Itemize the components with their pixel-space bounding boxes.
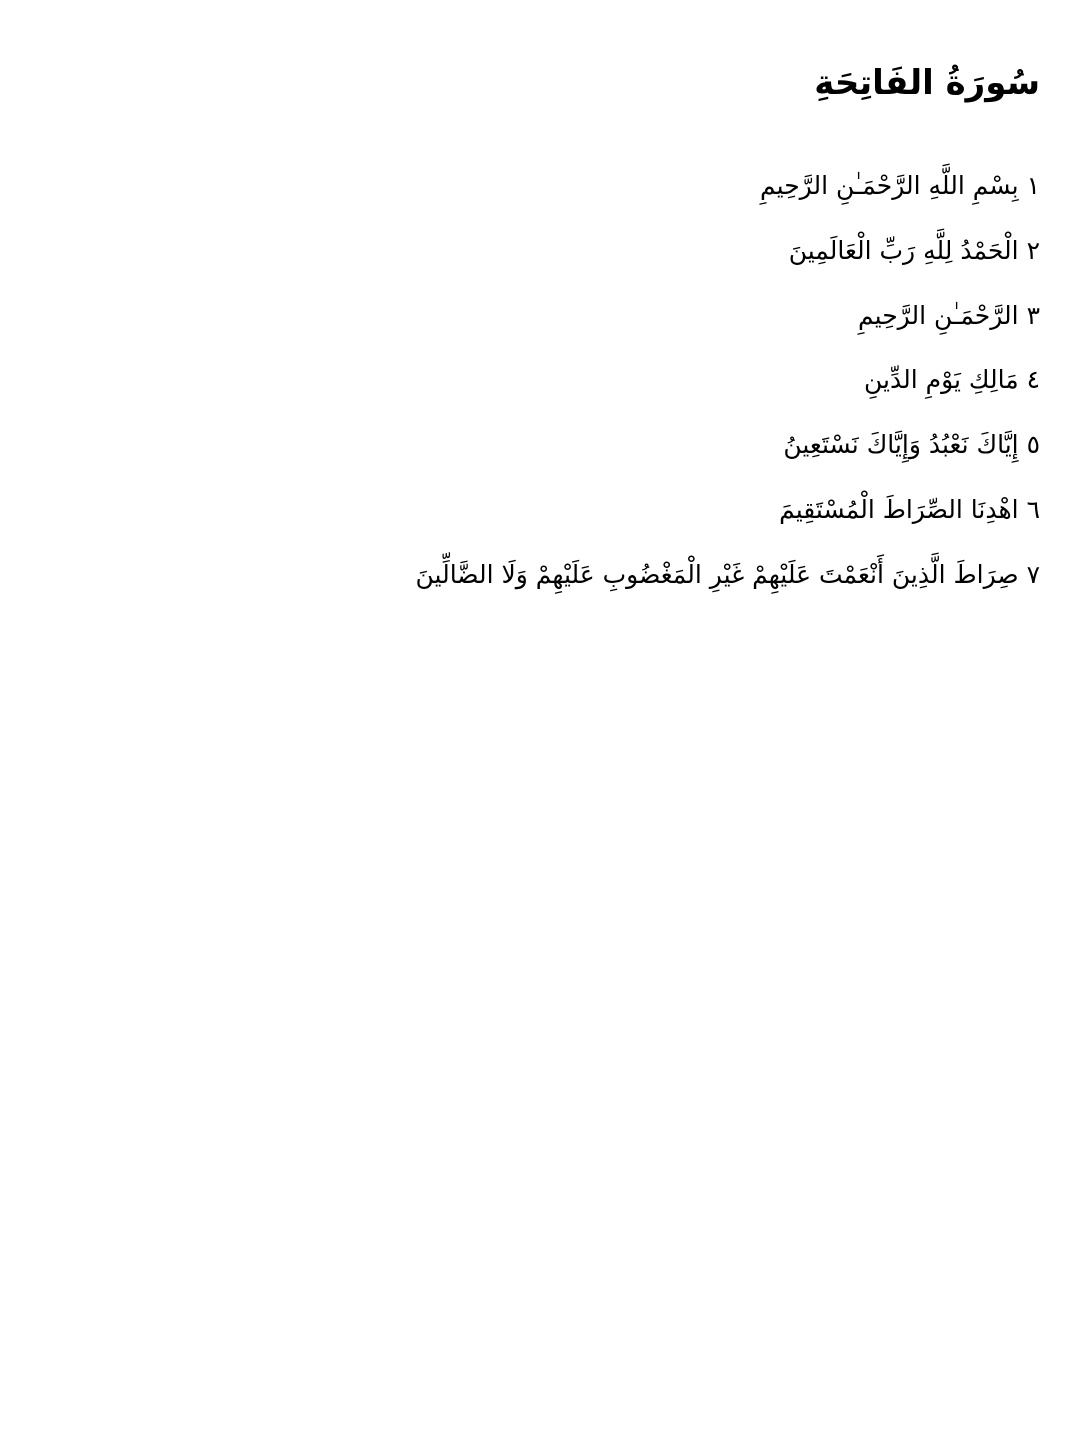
verse-list [30,169,1050,591]
verse-text: الْحَمْدُ لِلَّهِ رَبِّ الْعَالَمِينَ [788,235,1019,265]
verse-number: ١ [1026,171,1040,200]
verse-number: ٢ [1026,235,1040,265]
verse-text: بِسْمِ اللَّهِ الرَّحْمَـٰنِ الرَّحِيمِ [760,171,1019,200]
verse-text: اهْدِنَا الصِّرَاطَ الْمُسْتَقِيمَ [779,494,1019,524]
verse-number: ٦ [1026,494,1040,524]
page-title: سُورَةُ الفَاتِحَةِ [814,63,1040,103]
verse-row [40,169,1040,203]
verse-row [40,234,1040,268]
verse-number: ٤ [1026,365,1040,395]
verse-text: صِرَاطَ الَّذِينَ أَنْعَمْتَ عَلَيْهِمْ غَيْرِ الْمَغْضُوبِ عَلَيْهِمْ وَلَا الضَّالِّينَ [415,559,1019,589]
verse-text: إِيَّاكَ نَعْبُدُ وَإِيَّاكَ نَسْتَعِينُ [783,430,1019,459]
verse-row [40,299,1040,333]
verse-row [40,363,1040,397]
verse-text: مَالِكِ يَوْمِ الدِّينِ [863,365,1019,395]
verse-number: ٥ [1026,430,1040,459]
verse-row [40,428,1040,462]
verse-row [40,493,1040,527]
verse-number: ٣ [1026,300,1040,330]
verse-row [40,558,1040,592]
verse-text: الرَّحْمَـٰنِ الرَّحِيمِ [858,300,1019,330]
verse-number: ٧ [1026,559,1040,589]
